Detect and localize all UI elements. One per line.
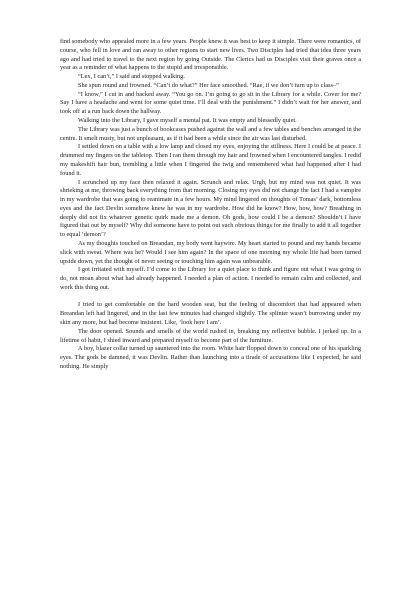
book-page xyxy=(60,38,361,372)
paragraph-dialogue-library: “I know,” I cut in and backed away. “You go on. I’m going to go sit in the Library for a while. Cover for me? Say I have a headache and went for some quiet time. I’ll deal with the punishment.” I didn’t wait for her answer, and took off at a run back down the hallway. xyxy=(60,90,361,116)
paragraph-library-description: The Library was just a bunch of bookcases pushed against the wall and a few tables and benches arranged in the centre. It smelt musty, but not unpleasant, as if it had been a while since the air was last disturbed. xyxy=(60,125,361,142)
paragraph-breandan-thoughts: As my thoughts touched on Breandan, my body went haywire. My heart started to pound and my hands became slick with sweat. Where was he? Would I see him again? In the space of one morning my whole life had been turned upside down, yet the thought of never seeing or touching him again was unbearable. xyxy=(60,239,361,265)
paragraph-continuation: find somebody who appealed more in a few years. People knew it was best to keep it simple. There were romantics, of course, who fell in love and ran away to other regions to start new lives. Two Disciples had tried that idea three years ago and had tried to travel to the next region by going Outside. The Clerics had us Disciples visit their graves once a year as a reminder of what happens to the stupid and irresponsible. xyxy=(60,38,361,72)
paragraph-door-opened: The door opened. Sounds and smells of the world rushed in, breaking my reflective bubble. I jerked up. In a lifetime of habit, I shied inward and prepared myself to become part of the furniture. xyxy=(60,327,361,344)
paragraph-comfortable: I tried to get comfortable on the hard wooden seat, but the feeling of discomfort that had appeared when Breandan left had lingered, and in the last few minutes had changed slightly. The splinter wasn’t burrowing under my skin any more, but had become insistent. Like, ‘look here I am’. xyxy=(60,301,361,326)
paragraph-dialogue-lex: “Lex, I can’t,” I said and stopped walking. xyxy=(78,73,185,81)
paragraph-settled-down: I settled down on a table with a low lamp and closed my eyes, enjoying the stillness. Here I could be at peace. I drummed my fingers on the tabletop. Then I ran them through my hair and frowned when I encountered tangles. I redid my makeshift hair bun, trembling a little when I fingered the twig and remembered what had happened after I had found it. xyxy=(60,143,361,177)
paragraph-irritated: I got irritated with myself. I’d come to the Library for a quiet place to think and figure out what I was going to do, not moan about what had already happened. I needed a plan of action. I needed to remain calm and collected, and work this thing out. xyxy=(60,266,361,291)
paragraph-boy-enters: A boy, blazer collar turned up sauntered into the room. White hair flopped down to conceal one of his sparkling eyes. The gods be damned, it was Devlin. Rather than launching into a tirade of accusations like I expected, he said nothing. He simply xyxy=(60,345,361,370)
paragraph-scrunched: I scrunched up my face then relaxed it again. Scrunch and relax. Urgh, but my mind was not quiet. It was shrieking at me, throwing back everything from that morning. Closing my eyes did not change the fact I had a vampire in my wardrobe that was going to reanimate in a few hours. My mind lingered on thoughts of Tomas’ dark, bottomless eyes and the fact Devlin somehow knew he was in my wardrobe. How did he know? How, how, how? Breathing in deeply did not fix whatever genetic quirk made me a demon. Oh gods, how could I be a demon? Shouldn’t I have figured that out by myself? Why did someone have to point out such obvious things for me finally to add it all together to equal ‘demon’? xyxy=(60,178,361,239)
paragraph-walking-library: Walking into the Library, I gave myself a mental pat. It was empty and blessedly quiet. xyxy=(78,117,297,125)
paragraph-dialogue-frown: She spun round and frowned. “Can’t do what?” Her face smoothed. “Rae, if we don’t turn up to class–” xyxy=(78,81,339,89)
